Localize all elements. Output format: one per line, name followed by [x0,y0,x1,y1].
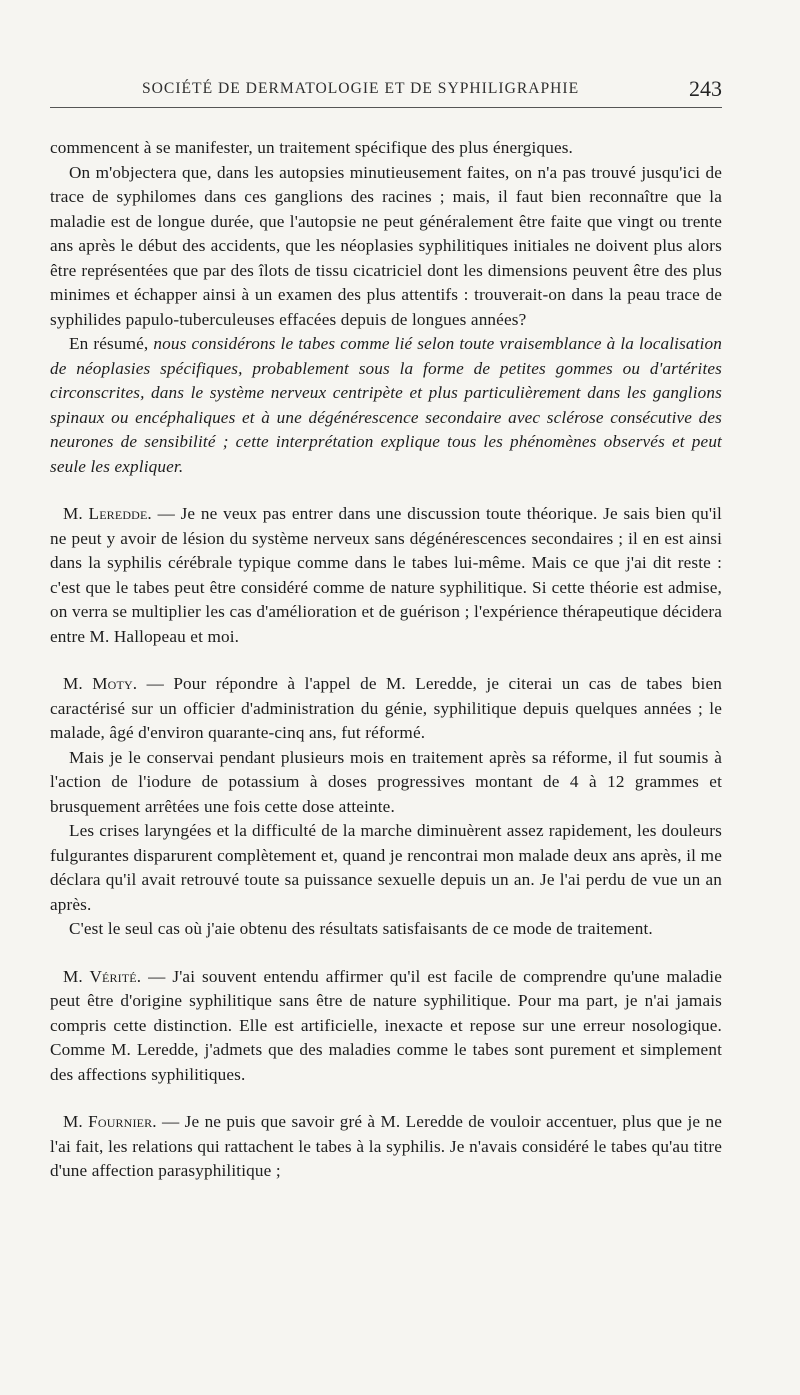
speech-text: — J'ai souvent entendu affirmer qu'il est facile de comprendre qu'une maladie peut être d'origine syphilitique sans être de nature syphilitique. Pour ma part, je n'ai jamais compris cette distinction. Elle est artificielle, inexacte et repose sur une erreur nosologique. Comme M. Leredde, j'admets que des maladies comme le tabes sont purement et simplement des affections syphilitiques. [50,966,722,1084]
speech-text: — Pour répondre à l'appel de M. Leredde, je citerai un cas de tabes bien caractérisé sur un officier d'administration du génie, syphilitique depuis quelques années ; le malade, âgé d'environ quarante-cinq ans, fut réformé. [50,674,722,742]
summary-italic-text: nous considérons le tabes comme lié selon toute vraisemblance à la localisation de néoplasies spécifiques, probablement sous la forme de petites gommes ou d'artérites circonscrites, dans le système nerveux centripète et plus particulièrement dans les ganglions spinaux ou encéphaliques et à une dégénérescence secondaire avec sclérose consécutive des neurones de sensibilité ; cette interprétation explique tous les phénomènes observés et peut seule les expliquer. [50,334,722,476]
speech-verite [50,965,722,1088]
summary-lead: En résumé, [69,334,154,353]
running-title: SOCIÉTÉ DE DERMATOLOGIE ET DE SYPHILIGRAPHIE [142,80,580,97]
speaker-moty: M. Moty. [63,674,138,693]
page-number: 243 [689,76,722,101]
speech-text: — Je ne puis que savoir gré à M. Leredde de vouloir accentuer, plus que je ne l'ai fait, les relations qui rattachent le tabes à la syphilis. Je n'avais considéré le tabes qu'au titre d'une affection parasyphilitique ; [50,1112,722,1180]
paragraph-conclusion: C'est le seul cas où j'aie obtenu des résultats satisfaisants de ce mode de traitement. [69,919,653,938]
speech-text: — Je ne veux pas entrer dans une discussion toute théorique. Je sais bien qu'il ne peut y avoir de lésion du système nerveux sans dégénérescences secondaires ; il en est ainsi dans la syphilis cérébrale typique comme dans le tabes lui-même. Mais ce que j'ai dit reste : c'est que le tabes peut être considéré comme de nature syphilitique. Si cette théorie est admise, on verra se multiplier les cas d'amélioration et de guérison ; l'expérience thérapeutique décidera entre M. Hallopeau et moi. [50,504,722,646]
speaker-verite: M. Vérité. [63,966,142,986]
header-rule [50,107,722,108]
speaker-leredde: M. Leredde. [63,504,152,523]
body-text [50,136,722,1184]
paragraph-treatment: Mais je le conservai pendant plusieurs mois en traitement après sa réforme, il fut soumis à l'action de l'iodure de potassium à doses progressives montant de 4 à 12 grammes et brusquement arrêtées une fois cette dose atteinte. [50,747,722,816]
paragraph-continuation: commencent à se manifester, un traitement spécifique des plus énergiques. [50,138,574,157]
speech-moty [50,672,722,746]
speaker-fournier: M. Fournier. [63,1112,157,1131]
speech-fournier [50,1110,722,1184]
speech-leredde [50,502,722,649]
page-header [50,72,722,108]
paragraph-results: Les crises laryngées et la difficulté de la marche diminuèrent assez rapidement, les douleurs fulgurantes disparurent complètement et, quand je rencontrai mon malade deux ans après, il me déclara qu'il avait retrouvé toute sa puissance sexuelle depuis un an. Je l'ai perdu de vue un an après. [50,821,722,914]
paragraph-objection: On m'objectera que, dans les autopsies minutieusement faites, on n'a pas trouvé jusqu'ici de trace de syphilomes dans ces ganglions des racines ; mais, il faut bien reconnaître que la maladie est de longue durée, que l'autopsie ne peut généralement être faite que vingt ou trente ans après le début des accidents, que les néoplasies syphilitiques initiales ne doivent plus alors être représentées que par des îlots de tissu cicatriciel dont les dimensions peuvent être des plus minimes et échapper ainsi à un examen des plus attentifs : trouverait-on dans la peau trace de syphilides papulo-tuberculeuses effacées depuis de longues années? [50,162,722,329]
paragraph-summary [50,332,722,479]
